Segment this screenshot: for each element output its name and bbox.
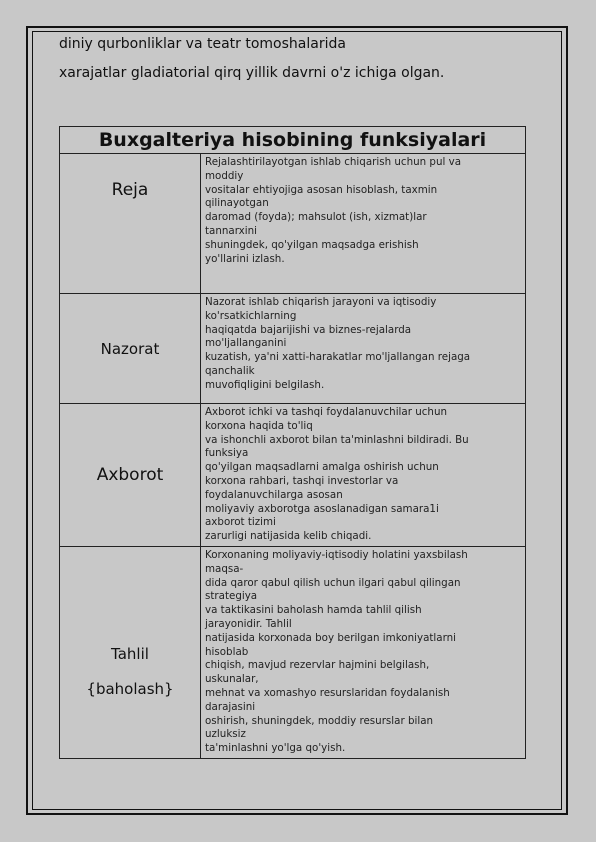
functions-table	[59, 126, 526, 759]
desc-line: muvofiqligini belgilash.	[205, 378, 325, 391]
row-label-axborot	[60, 404, 201, 547]
desc-line: dida qaror qabul qilish uchun ilgari qabul qilingan	[205, 576, 461, 589]
intro-paragraph	[59, 30, 509, 88]
desc-line: qilinayotgan	[205, 197, 269, 210]
desc-line: ko'rsatkichlarning	[205, 309, 297, 322]
desc-line: mehnat va xomashyo resurslaridan foydalanish	[205, 686, 450, 699]
desc-line: zarurligi natijasida kelib chiqadi.	[205, 530, 372, 543]
desc-line: strategiya	[205, 590, 258, 603]
desc-line: haqiqatda bajarijishi va biznes-rejalarda	[205, 323, 412, 336]
desc-line: Axborot ichki va tashqi foydalanuvchilar uchun	[205, 406, 447, 418]
desc-line: Nazorat ishlab chiqarish jarayoni va iqtisodiy	[205, 296, 437, 308]
desc-line: daromad (foyda); mahsulot (ish, xizmat)lar	[205, 211, 427, 224]
desc-line: moliyaviy axborotga asoslanadigan samara1i	[205, 502, 439, 515]
table-row	[60, 546, 526, 758]
desc-line: moddiy	[205, 169, 244, 182]
desc-line: uzluksiz	[205, 728, 246, 741]
intro-line-2: xarajatlar gladiatorial qirq yillik davrni o'z ichiga olgan.	[59, 65, 445, 81]
row-label-nazorat	[60, 294, 201, 404]
desc-line: Rejalashtirilayotgan ishlab chiqarish uchun pul va	[205, 156, 462, 168]
row-description	[201, 546, 526, 758]
desc-line: oshirish, shuningdek, moddiy resurslar bilan	[205, 714, 434, 727]
table-row	[60, 294, 526, 404]
desc-line: maqsa-	[205, 562, 244, 575]
row-label: Nazorat	[100, 339, 160, 358]
desc-line: hisoblab	[205, 645, 249, 658]
desc-line: axborot tizimi	[205, 516, 276, 529]
desc-line: korxona haqida to'liq	[205, 419, 313, 432]
desc-line: foydalanuvchilarga asosan	[205, 488, 343, 501]
row-label: Tahlil	[111, 645, 149, 664]
desc-line: qo'yilgan maqsadlarni amalga oshirish uchun	[205, 461, 439, 474]
desc-line: qanchalik	[205, 364, 255, 377]
row-description	[201, 404, 526, 547]
desc-line: jarayonidir. Tahlil	[205, 617, 292, 630]
row-description	[201, 154, 526, 294]
desc-line: va taktikasini baholash hamda tahlil qilish	[205, 604, 422, 617]
desc-line: va ishonchli axborot bilan ta'minlashni bildiradi. Bu	[205, 433, 469, 446]
desc-line: vositalar ehtiyojiga asosan hisoblash, taxmin	[205, 183, 438, 196]
intro-line-1: diniy qurbonliklar va teatr tomoshalarida	[59, 36, 346, 52]
desc-line: natijasida korxonada boy berilgan imkoniyatlarni	[205, 631, 457, 644]
row-label: Axborot	[96, 464, 164, 485]
desc-line: yo'llarini izlash.	[205, 252, 285, 265]
table-row	[60, 404, 526, 547]
tahlil-label-group	[60, 597, 200, 707]
row-label-tahlil	[60, 546, 201, 758]
desc-line: tannarxini	[205, 224, 258, 237]
table-row	[60, 154, 526, 294]
row-label: Reja	[111, 180, 149, 200]
row-label-reja	[60, 154, 201, 294]
desc-line: korxona rahbari, tashqi investorlar va	[205, 474, 399, 487]
desc-line: Korxonaning moliyaviy-iqtisodiy holatini yaxsbilash	[205, 548, 468, 561]
desc-line: chiqish, mavjud rezervlar hajmini belgilash,	[205, 659, 430, 672]
desc-line: mo'ljallanganini	[205, 337, 287, 350]
row-sublabel: {baholash}	[86, 680, 174, 699]
table-title: Buxgalteriya hisobining funksiyalari	[60, 127, 526, 154]
desc-line: shuningdek, qo'yilgan maqsadga erishish	[205, 238, 419, 251]
desc-line: uskunalar,	[205, 673, 259, 686]
row-description	[201, 294, 526, 404]
desc-line: funksiya	[205, 447, 249, 460]
desc-line: ta'minlashni yo'lga qo'yish.	[205, 742, 346, 755]
table-header-row	[60, 127, 526, 154]
desc-line: kuzatish, ya'ni xatti-harakatlar mo'ljallangan rejaga	[205, 351, 471, 364]
desc-line: darajasini	[205, 700, 256, 713]
